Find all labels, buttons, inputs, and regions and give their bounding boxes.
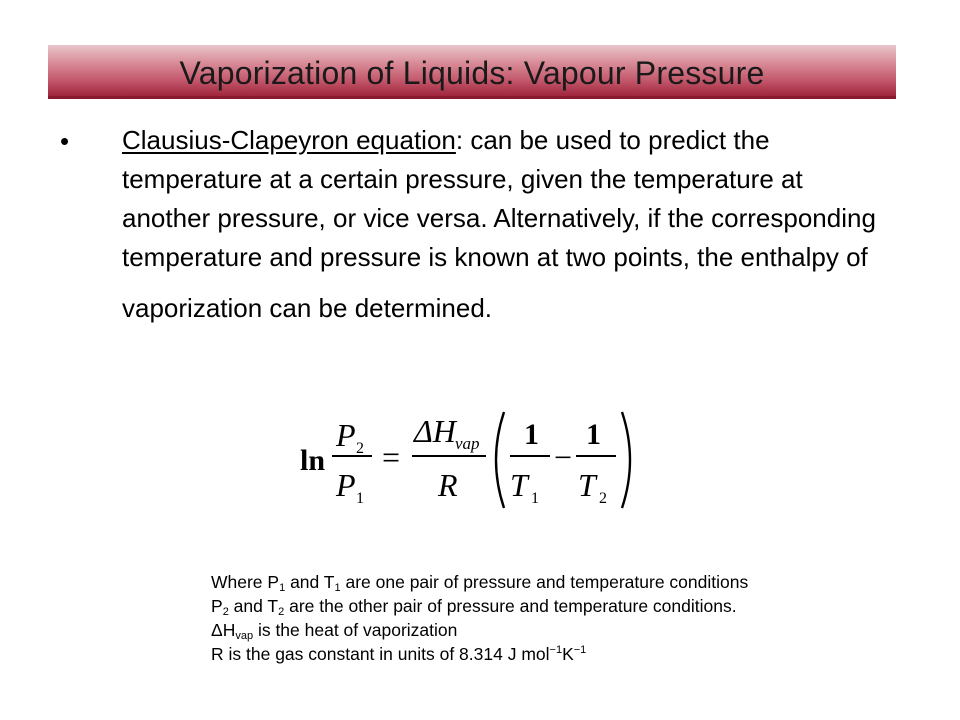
note-text: P: [211, 596, 223, 616]
eq-r: R: [438, 467, 458, 503]
eq-p2-sub: 2: [356, 440, 364, 457]
eq-t2: T: [578, 467, 596, 503]
note-text: K: [562, 644, 574, 664]
bullet-last-line: vaporization can be determined.: [122, 293, 493, 323]
term-clausius-clapeyron: Clausius-Clapeyron equation: [122, 125, 456, 155]
eq-p1-sub: 1: [356, 490, 364, 507]
note-line-4: [211, 642, 951, 666]
slide-title: Vaporization of Liquids: Vapour Pressure: [179, 55, 765, 91]
note-line-1: [211, 570, 951, 594]
eq-one-b: 1: [586, 418, 601, 451]
note-text: are one pair of pressure and temperature conditions: [340, 572, 749, 592]
bullet-marker: •: [60, 126, 70, 156]
note-superscript: −1: [549, 644, 563, 656]
eq-p2: P: [336, 417, 356, 453]
note-text: are the other pair of pressure and temperature conditions.: [284, 596, 737, 616]
eq-one-a: 1: [524, 418, 539, 451]
note-superscript: −1: [573, 644, 587, 656]
eq-t1: T: [510, 467, 528, 503]
note-line-3: [211, 618, 951, 642]
eq-minus: −: [554, 439, 573, 475]
eq-left-paren: [496, 412, 504, 508]
bullet-text: [122, 121, 890, 328]
eq-equals: =: [382, 439, 401, 475]
variable-definitions: [211, 570, 951, 666]
eq-p1: P: [336, 467, 356, 503]
note-text: is the heat of vaporization: [253, 620, 458, 640]
note-subscript: 1: [334, 582, 341, 594]
note-subscript: vap: [235, 630, 254, 642]
eq-vap-sub: vap: [455, 434, 480, 453]
title-bar: [48, 45, 896, 99]
eq-t1-sub: 1: [531, 490, 539, 507]
note-text: Where P: [211, 572, 280, 592]
clausius-clapeyron-equation: [288, 398, 648, 518]
note-subscript: 2: [278, 606, 285, 618]
note-line-2: [211, 594, 951, 618]
note-text: R is the gas constant in units of 8.314 J mol: [211, 644, 550, 664]
note-subscript: 1: [279, 582, 286, 594]
note-subscript: 2: [222, 606, 229, 618]
eq-ln: ln: [300, 444, 326, 477]
note-text: and T: [285, 572, 335, 592]
note-text: ΔH: [211, 620, 236, 640]
eq-t2-sub: 2: [599, 490, 607, 507]
bullet-description: : can be used to predict the temperature at a certain pressure, given the temperature at another pressure, or vice versa. Alternatively, if the corresponding temperature and pressure is known at two points, the enthalpy of: [122, 125, 876, 272]
note-text: and T: [228, 596, 279, 616]
eq-delta-h: ΔH: [414, 413, 456, 449]
eq-right-paren: [622, 412, 630, 508]
